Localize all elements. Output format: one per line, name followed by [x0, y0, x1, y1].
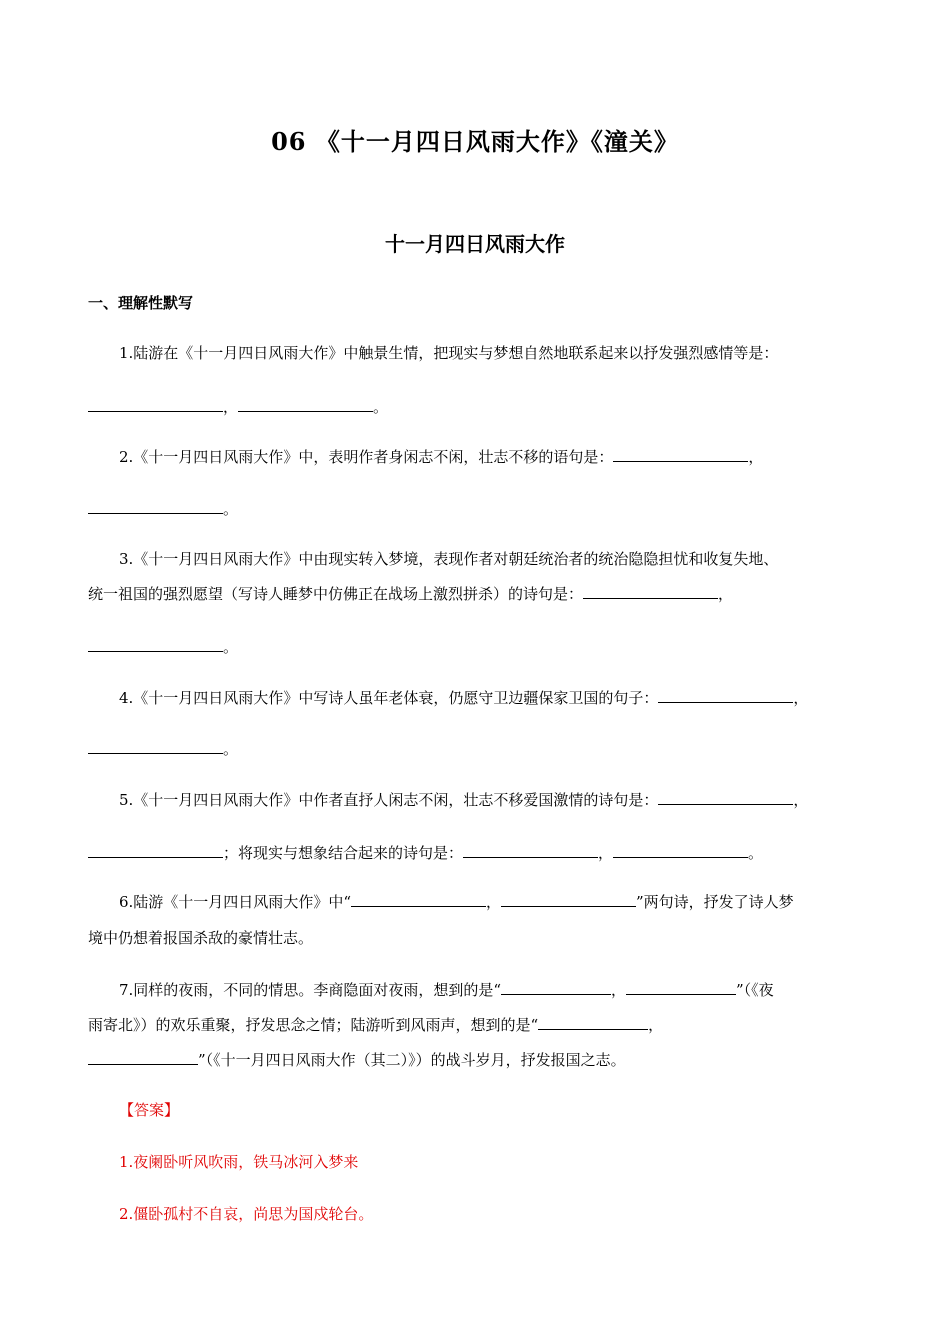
answer-blank[interactable] — [613, 843, 748, 858]
section-heading: 一、理解性默写 — [88, 294, 194, 312]
answer-blank[interactable] — [658, 688, 793, 703]
answer-blank[interactable] — [463, 843, 598, 858]
answer-blank[interactable] — [88, 843, 223, 858]
answer-blank[interactable] — [88, 397, 223, 412]
answer-blank[interactable] — [501, 892, 636, 907]
question-3-text-line2: 统一祖国的强烈愿望（写诗人睡梦中仿佛正在战场上激烈拼杀）的诗句是： ， — [88, 585, 734, 603]
question-6-text-line2: 境中仍想着报国杀敌的豪情壮志。 — [88, 929, 314, 947]
question-5-text: 5.《十一月四日风雨大作》中作者直抒人闲志不闲，壮志不移爱国激情的诗句是： ， — [119, 791, 809, 809]
answer-blank[interactable] — [238, 397, 373, 412]
answer-2: 2.僵卧孤村不自哀，尚思为国戍轮台。 — [119, 1205, 374, 1223]
answer-blank[interactable] — [501, 980, 611, 995]
answer-blank[interactable] — [538, 1015, 648, 1030]
answer-blank[interactable] — [88, 1050, 198, 1065]
answer-blank[interactable] — [626, 980, 736, 995]
answer-blank[interactable] — [351, 892, 486, 907]
question-7-text-line3: ”（《十一月四日风雨大作（其二）》）的战斗岁月，抒发报国之志。 — [88, 1049, 626, 1071]
answer-blank[interactable] — [88, 499, 223, 514]
question-2-text: 2.《十一月四日风雨大作》中，表明作者身闲志不闲，壮志不移的语句是： ， — [119, 448, 764, 466]
answer-blank[interactable] — [88, 739, 223, 754]
answer-blank[interactable] — [583, 584, 718, 599]
question-7-text-line2: 雨寄北》）的欢乐重聚，抒发思念之情；陆游听到风雨声，想到的是“ ， — [88, 1016, 664, 1034]
answer-blank[interactable] — [613, 447, 748, 462]
question-7-text: 7.同样的夜雨，不同的情思。李商隐面对夜雨，想到的是“ ， ”（《夜 — [119, 981, 774, 999]
answer-1: 1.夜阑卧听风吹雨，铁马冰河入梦来 — [119, 1153, 359, 1171]
poem-title: 十一月四日风雨大作 — [385, 232, 565, 256]
question-1-answer-line: ， 。 — [88, 396, 388, 418]
question-4-text: 4.《十一月四日风雨大作》中写诗人虽年老体衰，仍愿守卫边疆保家卫国的句子： ， — [119, 689, 809, 707]
question-2-answer-line: 。 — [88, 498, 238, 520]
answer-blank[interactable] — [658, 790, 793, 805]
question-6-text: 6.陆游《十一月四日风雨大作》中“ ， ”两句诗，抒发了诗人梦 — [119, 893, 794, 911]
question-3-text: 3.《十一月四日风雨大作》中由现实转入梦境，表现作者对朝廷统治者的统治隐隐担忧和收复失地、 — [119, 550, 779, 568]
answer-blank[interactable] — [88, 637, 223, 652]
answer-label: 【答案】 — [119, 1101, 180, 1119]
question-5-answer-line: ；将现实与想象结合起来的诗句是： ， 。 — [88, 842, 763, 864]
question-1-text: 1.陆游在《十一月四日风雨大作》中触景生情，把现实与梦想自然地联系起来以抒发强烈感情等是： — [119, 344, 779, 362]
question-3-answer-line: 。 — [88, 636, 238, 658]
question-4-answer-line: 。 — [88, 738, 238, 760]
document-title: 06 《十一月四日风雨大作》《潼关》 — [271, 127, 679, 156]
